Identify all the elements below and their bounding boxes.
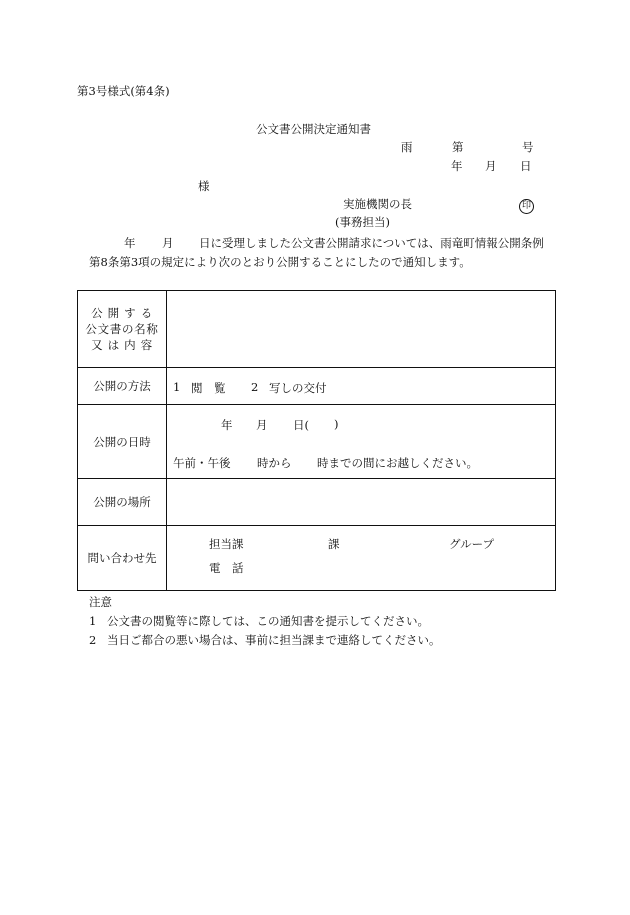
method-option-2-num: 2 [251,380,259,394]
datetime-day: 日( [293,418,309,432]
body-line2: 第8条第3項の規定により次のとおり公開することにしたので通知します。 [89,255,471,269]
seal-icon: 印 [519,199,534,214]
datetime-year: 年 [221,418,233,432]
value-document-name [167,291,556,368]
label-place: 公開の場所 [78,479,167,526]
doc-no-prefix: 雨 [401,140,413,154]
label-document-name: 公 開 す る 公文書の名称 又 は 内 容 [78,291,167,368]
contact-phone: 電 話 [209,561,244,575]
datetime-from: 時から [257,456,292,470]
note-1-text: 公文書の閲覧等に際しては、この通知書を提示してください。 [107,614,429,628]
date-year: 年 [451,159,463,173]
body-line1: 日に受理しました公文書公開請求については、雨竜町情報公開条例 [199,236,544,250]
datetime-month: 月 [256,418,268,432]
document-title: 公文書公開決定通知書 [256,122,371,136]
form-number: 第3号様式(第4条) [77,84,170,98]
date-day: 日 [520,159,532,173]
datetime-until: 時までの間にお越しください。 [317,456,478,470]
contact-department: 担当課 [209,537,244,551]
value-place [167,479,556,526]
table-row-method [78,368,556,405]
value-method [167,368,556,405]
table-row-document [78,291,556,368]
seal-mark [519,198,534,214]
label-method: 公開の方法 [78,368,167,405]
body-year: 年 [124,236,136,250]
addressee-suffix: 様 [198,179,210,193]
note-2-num: 2 [89,633,97,647]
method-option-1-num: 1 [173,380,181,394]
table-row-contact [78,526,556,591]
datetime-close-paren: ) [334,417,339,431]
sender-note: (事務担当) [335,215,390,229]
disclosure-table [77,290,556,591]
note-1-num: 1 [89,614,97,628]
note-2-text: 当日ご都合の悪い場合は、事前に担当課まで連絡してください。 [107,633,441,647]
table-row-datetime [78,405,556,479]
label-datetime: 公開の日時 [78,405,167,479]
sender-title: 実施機関の長 [343,197,412,211]
value-contact [167,526,556,591]
table-row-place [78,479,556,526]
doc-no-dai: 第 [452,140,464,154]
method-option-1: 閲 覧 [191,381,226,395]
contact-group: グループ [449,537,495,551]
doc-no-go: 号 [522,140,534,154]
body-month: 月 [162,236,174,250]
contact-ka: 課 [328,537,340,551]
notes-heading: 注意 [89,595,112,609]
datetime-ampm: 午前・午後 [173,456,231,470]
label-contact: 問い合わせ先 [78,526,167,591]
value-datetime [167,405,556,479]
date-month: 月 [485,159,497,173]
method-option-2: 写しの交付 [269,381,327,395]
